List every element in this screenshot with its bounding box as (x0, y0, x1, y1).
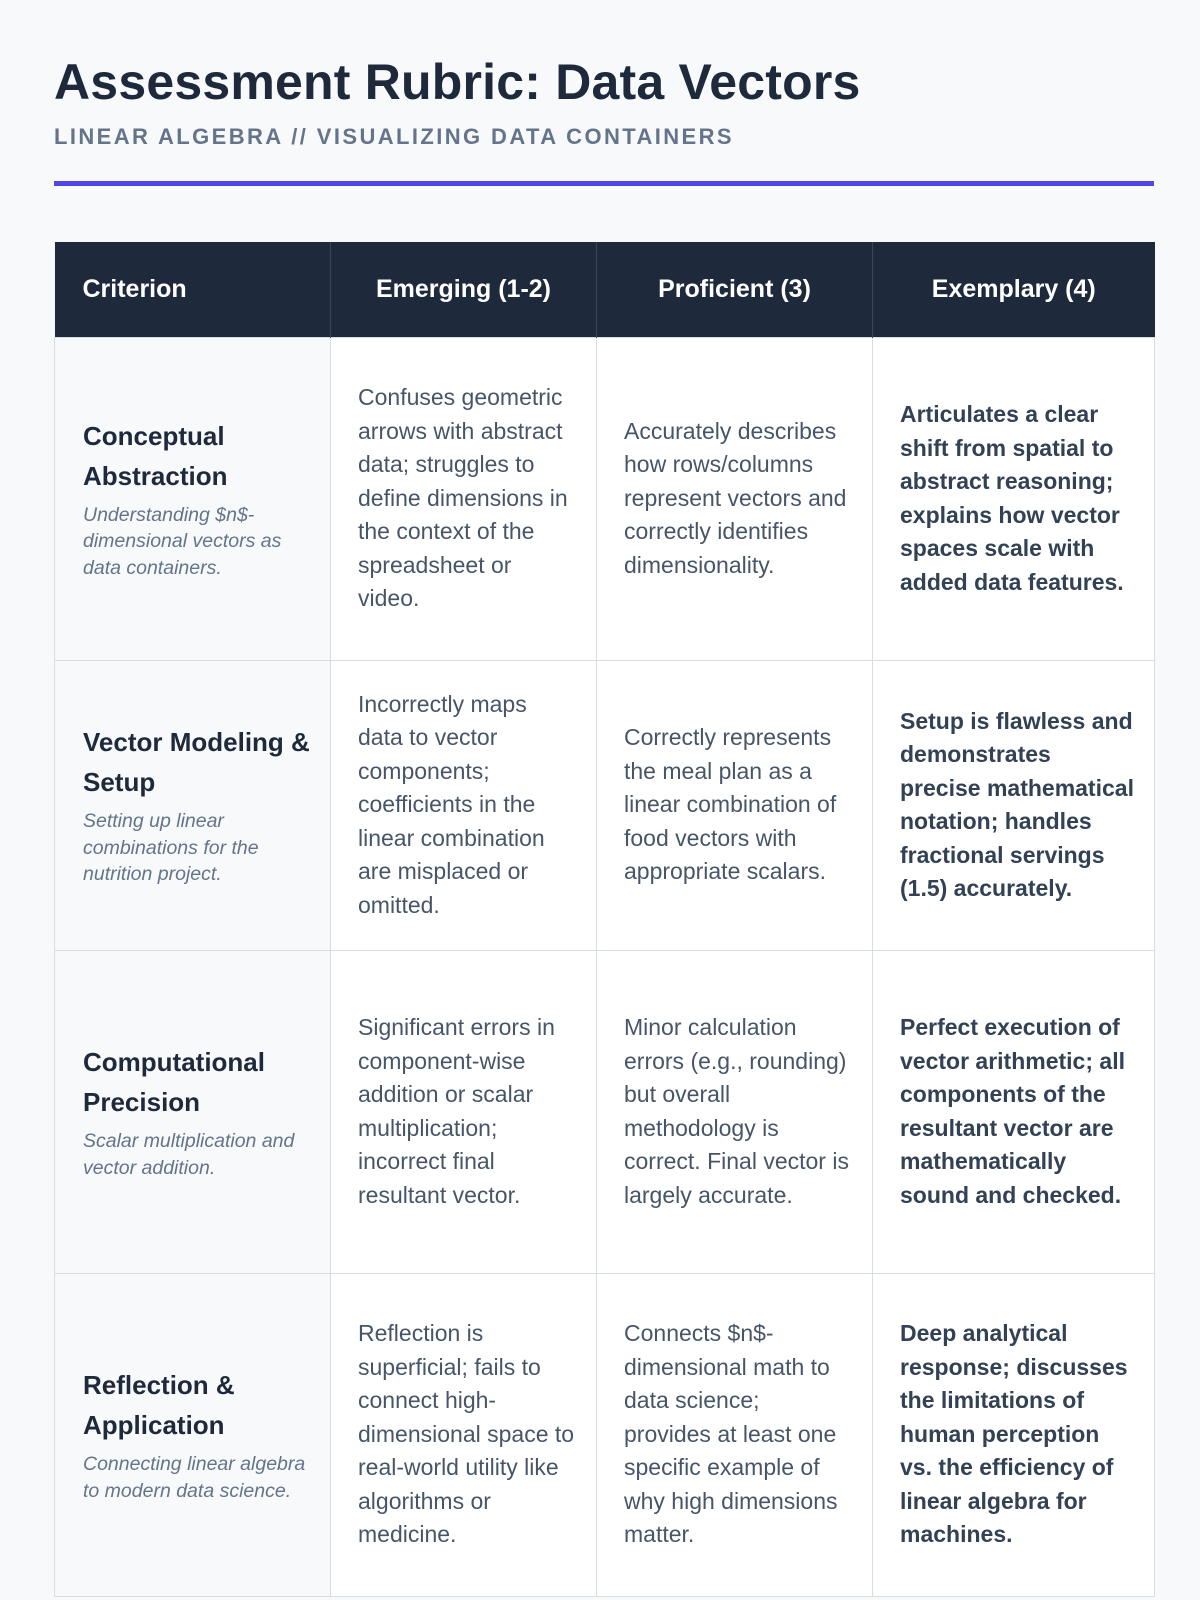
proficient-cell: Minor calculation errors (e.g., rounding) but overall methodology is correct. Final vector is largely accurate. (597, 950, 873, 1273)
rubric-table (54, 242, 1155, 1597)
proficient-cell: Accurately describes how rows/columns represent vectors and correctly identifies dimensionality. (597, 337, 873, 660)
table-row (55, 950, 1155, 1273)
column-header-criterion: Criterion (55, 242, 331, 337)
emerging-cell: Reflection is superficial; fails to connect high-dimensional space to real-world utility like algorithms or medicine. (331, 1273, 597, 1596)
exemplary-cell: Perfect execution of vector arithmetic; all components of the resultant vector are mathematically sound and checked. (873, 950, 1155, 1273)
rubric-body (55, 337, 1155, 1596)
criterion-cell (55, 660, 331, 950)
criterion-cell (55, 1273, 331, 1596)
criterion-name: Conceptual Abstraction (83, 420, 228, 491)
criterion-description: Scalar multiplication and vector addition. (83, 1130, 295, 1179)
table-row (55, 660, 1155, 950)
header-row (55, 242, 1155, 337)
emerging-cell: Confuses geometric arrows with abstract data; struggles to define dimensions in the context of the spreadsheet or video. (331, 337, 597, 660)
emerging-cell: Incorrectly maps data to vector components; coefficients in the linear combination are misplaced or omitted. (331, 660, 597, 950)
criterion-name: Vector Modeling & Setup (83, 727, 310, 798)
page-subtitle: LINEAR ALGEBRA // VISUALIZING DATA CONTAINERS (54, 124, 734, 149)
criterion-description: Setting up linear combinations for the nutrition project. (83, 810, 259, 886)
table-row (55, 1273, 1155, 1596)
criterion-name: Reflection & Application (83, 1370, 235, 1440)
exemplary-cell: Articulates a clear shift from spatial to abstract reasoning; explains how vector spaces scale with added data features. (873, 337, 1155, 660)
proficient-cell: Correctly represents the meal plan as a linear combination of food vectors with appropriate scalars. (597, 660, 873, 950)
column-header-proficient: Proficient (3) (597, 242, 873, 337)
proficient-cell: Connects $n$-dimensional math to data science; provides at least one specific example of why high dimensions matter. (597, 1273, 873, 1596)
emerging-cell: Significant errors in component-wise addition or scalar multiplication; incorrect final resultant vector. (331, 950, 597, 1273)
exemplary-cell: Deep analytical response; discusses the limitations of human perception vs. the efficiency of linear algebra for machines. (873, 1273, 1155, 1596)
accent-divider (54, 181, 1154, 186)
column-header-emerging: Emerging (1-2) (331, 242, 597, 337)
criterion-description: Understanding $n$-dimensional vectors as data containers. (83, 503, 282, 579)
page-title: Assessment Rubric: Data Vectors (54, 54, 861, 110)
criterion-name: Computational Precision (83, 1047, 265, 1117)
criterion-cell (55, 950, 331, 1273)
criterion-cell (55, 337, 331, 660)
exemplary-cell: Setup is flawless and demonstrates precise mathematical notation; handles fractional servings (1.5) accurately. (873, 660, 1155, 950)
column-header-exemplary: Exemplary (4) (873, 242, 1155, 337)
criterion-description: Connecting linear algebra to modern data science. (83, 1453, 306, 1502)
table-row (55, 337, 1155, 660)
rubric-header (55, 242, 1155, 337)
